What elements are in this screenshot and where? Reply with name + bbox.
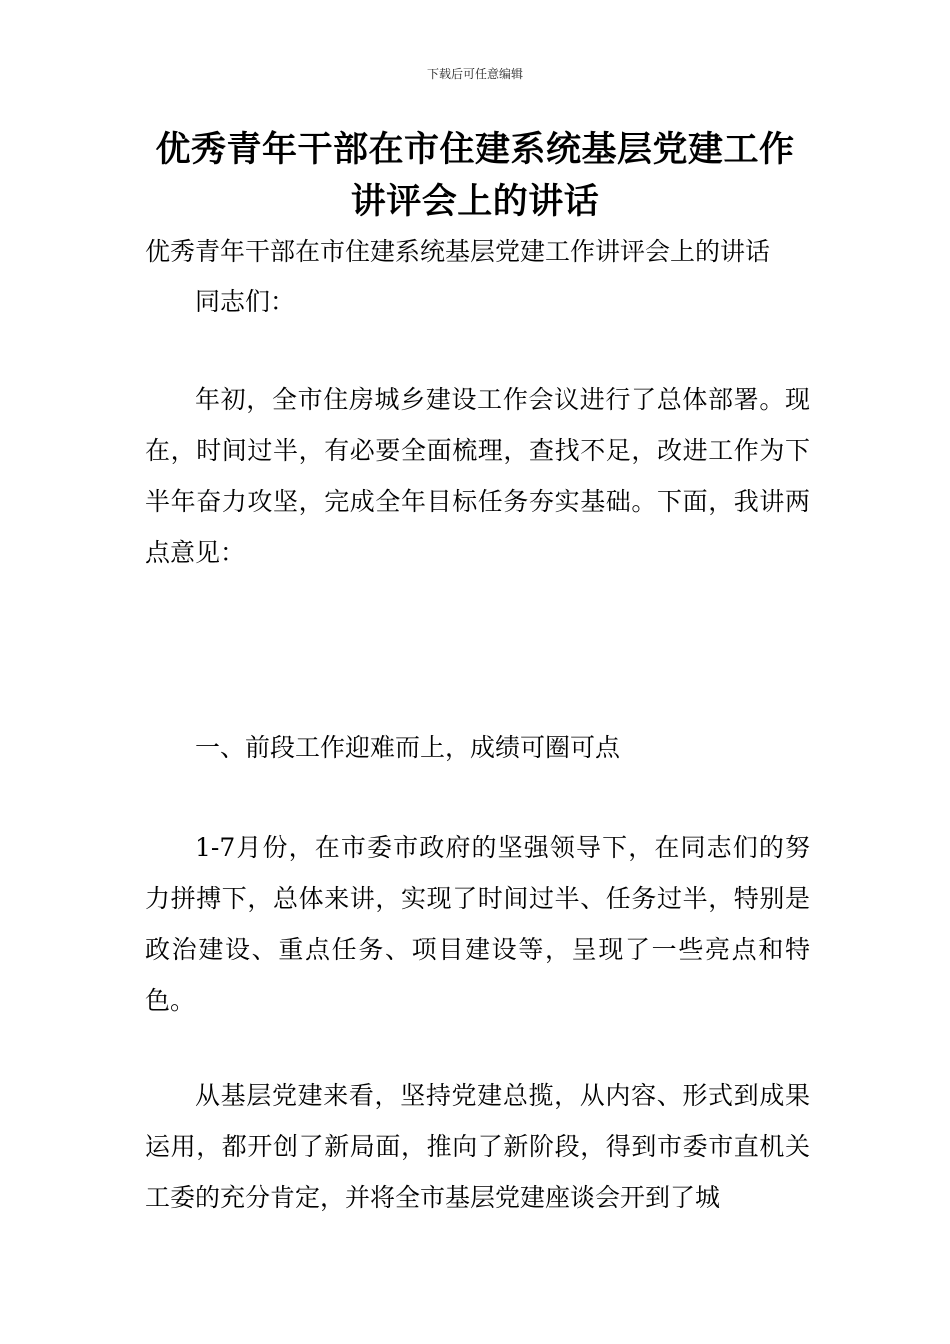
paragraph-party-building: 从基层党建来看，坚持党建总揽，从内容、形式到成果运用，都开创了新局面，推向了新阶段，得到市委市直机关工委的充分肯定，并将全市基层党建座谈会开到了城	[145, 1081, 810, 1212]
section-heading: 一、前段工作迎难而上，成绩可圈可点	[195, 733, 621, 762]
paragraph-opening: 年初，全市住房城乡建设工作会议进行了总体部署。现在，时间过半，有必要全面梳理，查找不足，改进工作为下半年奋力攻坚，完成全年目标任务夯实基础。下面，我讲两点意见：	[145, 385, 810, 567]
document-title: 优秀青年干部在市住建系统基层党建工作讲评会上的讲话	[155, 130, 795, 222]
document-subtitle: 优秀青年干部在市住建系统基层党建工作讲评会上的讲话	[145, 237, 771, 266]
paragraph-progress: 1-7月份，在市委市政府的坚强领导下，在同志们的努力拼搏下，总体来讲，实现了时间过半、任务过半，特别是政治建设、重点任务、项目建设等，呈现了一些亮点和特色。	[145, 833, 810, 1015]
header-note: 下载后可任意编辑	[426, 67, 523, 81]
salutation: 同志们：	[195, 287, 296, 316]
